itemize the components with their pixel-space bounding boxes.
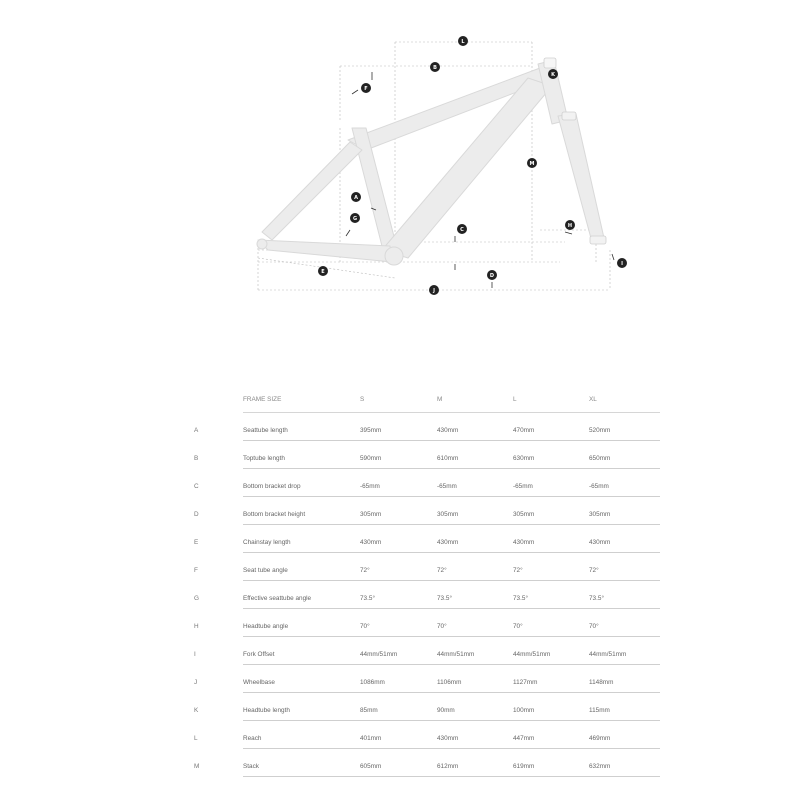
- badge-label: J: [433, 287, 435, 294]
- row-value: 1148mm: [589, 664, 660, 692]
- row-value: 70°: [513, 608, 589, 636]
- row-value: 305mm: [589, 496, 660, 524]
- table-row: [194, 468, 660, 496]
- badge-label: E: [321, 268, 325, 275]
- row-value: 73.5°: [513, 580, 589, 608]
- row-value: 44mm/51mm: [437, 636, 513, 664]
- row-value: 1106mm: [437, 664, 513, 692]
- badge-l: [458, 36, 468, 46]
- row-letter: H: [194, 622, 199, 630]
- table-row: [194, 748, 660, 776]
- header-size-xl: XL: [589, 388, 660, 412]
- row-value: 401mm: [360, 720, 437, 748]
- row-value: 85mm: [360, 692, 437, 720]
- badge-j: [429, 285, 439, 295]
- badge-h: [565, 220, 575, 230]
- badge-m: [527, 158, 537, 168]
- row-value: 430mm: [513, 524, 589, 552]
- badge-label: D: [489, 272, 495, 279]
- badge-label: B: [433, 64, 437, 71]
- row-letter: D: [194, 510, 199, 518]
- row-value: 395mm: [360, 412, 437, 440]
- row-measurement-name: Fork Offset: [243, 636, 360, 664]
- frame-geometry-table: [194, 388, 660, 777]
- row-value: 305mm: [513, 496, 589, 524]
- badge-e: [318, 266, 328, 276]
- row-value: 470mm: [513, 412, 589, 440]
- badge-label: K: [551, 71, 555, 78]
- row-value: 612mm: [437, 748, 513, 776]
- row-value: 73.5°: [589, 580, 660, 608]
- row-value: 72°: [589, 552, 660, 580]
- row-value: 590mm: [360, 440, 437, 468]
- header-frame-size: FRAME SIZE: [243, 388, 360, 412]
- row-measurement-name: Reach: [243, 720, 360, 748]
- badge-a: [351, 192, 361, 202]
- badge-f: [361, 83, 371, 93]
- row-letter: A: [194, 426, 199, 434]
- row-letter: J: [194, 678, 198, 686]
- row-measurement-name: Toptube length: [243, 440, 360, 468]
- row-measurement-name: Seattube length: [243, 412, 360, 440]
- row-value: 619mm: [513, 748, 589, 776]
- header-size-l: L: [513, 388, 589, 412]
- badge-label: H: [567, 222, 573, 229]
- row-value: 430mm: [360, 524, 437, 552]
- row-value: 430mm: [589, 524, 660, 552]
- table-row: [194, 496, 660, 524]
- row-value: 520mm: [589, 412, 660, 440]
- row-value: 44mm/51mm: [513, 636, 589, 664]
- frame-geometry-diagram: [0, 0, 800, 310]
- row-measurement-name: Bottom bracket height: [243, 496, 360, 524]
- row-value: 610mm: [437, 440, 513, 468]
- table-body: [194, 412, 660, 776]
- row-value: 305mm: [360, 496, 437, 524]
- row-value: 72°: [437, 552, 513, 580]
- badge-label: A: [354, 194, 358, 201]
- header-size-s: S: [360, 388, 437, 412]
- row-letter: E: [194, 538, 199, 546]
- badge-b: [430, 62, 440, 72]
- row-letter: B: [194, 454, 199, 462]
- row-value: 1086mm: [360, 664, 437, 692]
- badge-label: M: [529, 160, 535, 167]
- table-row: [194, 636, 660, 664]
- table-header-row: [194, 388, 660, 412]
- row-value: -65mm: [437, 468, 513, 496]
- row-value: 1127mm: [513, 664, 589, 692]
- row-value: 469mm: [589, 720, 660, 748]
- bike-frame: [257, 60, 604, 265]
- row-value: 605mm: [360, 748, 437, 776]
- row-value: 630mm: [513, 440, 589, 468]
- row-value: 430mm: [437, 412, 513, 440]
- frame-geometry-svg: [0, 0, 800, 310]
- header-letter: [194, 388, 243, 412]
- table-row: [194, 580, 660, 608]
- row-measurement-name: Chainstay length: [243, 524, 360, 552]
- table-row: [194, 552, 660, 580]
- header-size-m: M: [437, 388, 513, 412]
- row-value: 447mm: [513, 720, 589, 748]
- row-letter: K: [194, 706, 199, 714]
- row-letter: L: [194, 734, 198, 742]
- row-value: 632mm: [589, 748, 660, 776]
- row-measurement-name: Headtube length: [243, 692, 360, 720]
- row-value: 115mm: [589, 692, 660, 720]
- row-letter: C: [194, 482, 199, 490]
- row-letter: G: [194, 594, 199, 602]
- badge-d: [487, 270, 497, 280]
- badge-c: [457, 224, 467, 234]
- badge-label: C: [460, 226, 464, 233]
- table-row: [194, 720, 660, 748]
- row-value: 44mm/51mm: [360, 636, 437, 664]
- row-measurement-name: Stack: [243, 748, 360, 776]
- table-row: [194, 664, 660, 692]
- badge-g: [350, 213, 360, 223]
- row-measurement-name: Bottom bracket drop: [243, 468, 360, 496]
- row-measurement-name: Headtube angle: [243, 608, 360, 636]
- table-row: [194, 440, 660, 468]
- badge-k: [548, 69, 558, 79]
- badge-label: G: [352, 215, 358, 222]
- row-value: 73.5°: [360, 580, 437, 608]
- row-value: 650mm: [589, 440, 660, 468]
- row-measurement-name: Effective seattube angle: [243, 580, 360, 608]
- row-value: -65mm: [513, 468, 589, 496]
- row-letter: I: [194, 650, 196, 658]
- row-value: -65mm: [589, 468, 660, 496]
- row-value: 430mm: [437, 720, 513, 748]
- table-row: [194, 524, 660, 552]
- row-value: 305mm: [437, 496, 513, 524]
- row-value: 70°: [360, 608, 437, 636]
- row-letter: F: [194, 566, 198, 574]
- table-row: [194, 608, 660, 636]
- row-measurement-name: Seat tube angle: [243, 552, 360, 580]
- head-tube-cap: [544, 58, 556, 68]
- badge-label: F: [364, 85, 368, 92]
- row-value: 72°: [360, 552, 437, 580]
- row-value: 100mm: [513, 692, 589, 720]
- badge-label: I: [621, 260, 623, 267]
- row-value: 70°: [589, 608, 660, 636]
- row-measurement-name: Wheelbase: [243, 664, 360, 692]
- row-value: -65mm: [360, 468, 437, 496]
- row-value: 70°: [437, 608, 513, 636]
- row-value: 90mm: [437, 692, 513, 720]
- row-value: 72°: [513, 552, 589, 580]
- row-value: 73.5°: [437, 580, 513, 608]
- row-value: 44mm/51mm: [589, 636, 660, 664]
- row-value: 430mm: [437, 524, 513, 552]
- badge-i: [617, 258, 627, 268]
- table-row: [194, 412, 660, 440]
- row-letter: M: [194, 762, 200, 770]
- badge-label: L: [461, 38, 465, 45]
- table-row: [194, 692, 660, 720]
